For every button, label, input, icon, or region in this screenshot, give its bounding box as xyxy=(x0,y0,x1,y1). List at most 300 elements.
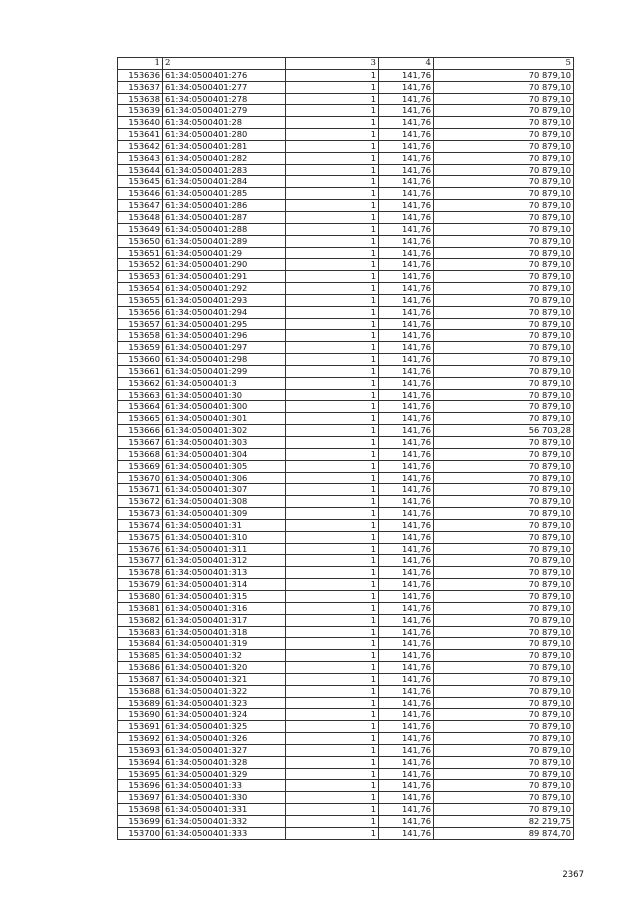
area-cell: 141,76 xyxy=(379,330,434,342)
table-row xyxy=(118,389,574,401)
cadastral-number-cell: 61:34:0500401:298 xyxy=(163,354,286,366)
table-row xyxy=(118,437,574,449)
value-cell: 70 879,10 xyxy=(434,567,574,579)
count-cell: 1 xyxy=(286,733,379,745)
cadastral-number-cell: 61:34:0500401:309 xyxy=(163,508,286,520)
count-cell: 1 xyxy=(286,662,379,674)
cadastral-number-cell: 61:34:0500401:328 xyxy=(163,756,286,768)
value-cell: 70 879,10 xyxy=(434,697,574,709)
row-id-cell: 153678 xyxy=(118,567,163,579)
count-cell: 1 xyxy=(286,401,379,413)
row-id-cell: 153660 xyxy=(118,354,163,366)
count-cell: 1 xyxy=(286,247,379,259)
value-cell: 56 703,28 xyxy=(434,425,574,437)
value-cell: 70 879,10 xyxy=(434,377,574,389)
row-id-cell: 153679 xyxy=(118,579,163,591)
table-row xyxy=(118,484,574,496)
table-row xyxy=(118,365,574,377)
count-cell: 1 xyxy=(286,744,379,756)
cadastral-number-cell: 61:34:0500401:292 xyxy=(163,283,286,295)
cadastral-number-cell: 61:34:0500401:326 xyxy=(163,733,286,745)
area-cell: 141,76 xyxy=(379,721,434,733)
area-cell: 141,76 xyxy=(379,780,434,792)
row-id-cell: 153659 xyxy=(118,342,163,354)
cadastral-number-cell: 61:34:0500401:318 xyxy=(163,626,286,638)
area-cell: 141,76 xyxy=(379,768,434,780)
cadastral-number-cell: 61:34:0500401:283 xyxy=(163,164,286,176)
cadastral-number-cell: 61:34:0500401:314 xyxy=(163,579,286,591)
cadastral-number-cell: 61:34:0500401:302 xyxy=(163,425,286,437)
area-cell: 141,76 xyxy=(379,638,434,650)
value-cell: 70 879,10 xyxy=(434,330,574,342)
area-cell: 141,76 xyxy=(379,259,434,271)
area-cell: 141,76 xyxy=(379,425,434,437)
table-row xyxy=(118,140,574,152)
value-cell: 70 879,10 xyxy=(434,401,574,413)
row-id-cell: 153636 xyxy=(118,69,163,81)
row-id-cell: 153649 xyxy=(118,223,163,235)
table-row xyxy=(118,662,574,674)
cadastral-number-cell: 61:34:0500401:325 xyxy=(163,721,286,733)
row-id-cell: 153661 xyxy=(118,365,163,377)
value-cell: 70 879,10 xyxy=(434,673,574,685)
value-cell: 70 879,10 xyxy=(434,211,574,223)
table-row xyxy=(118,804,574,816)
value-cell: 70 879,10 xyxy=(434,318,574,330)
row-id-cell: 153693 xyxy=(118,744,163,756)
row-id-cell: 153664 xyxy=(118,401,163,413)
count-cell: 1 xyxy=(286,673,379,685)
value-cell: 70 879,10 xyxy=(434,626,574,638)
table-row xyxy=(118,259,574,271)
count-cell: 1 xyxy=(286,283,379,295)
count-cell: 1 xyxy=(286,685,379,697)
cadastral-number-cell: 61:34:0500401:31 xyxy=(163,519,286,531)
cadastral-number-cell: 61:34:0500401:33 xyxy=(163,780,286,792)
table-row xyxy=(118,638,574,650)
value-cell: 70 879,10 xyxy=(434,223,574,235)
row-id-cell: 153685 xyxy=(118,650,163,662)
area-cell: 141,76 xyxy=(379,816,434,828)
area-cell: 141,76 xyxy=(379,519,434,531)
value-cell: 70 879,10 xyxy=(434,472,574,484)
column-header-1: 1 xyxy=(118,58,163,70)
value-cell: 70 879,10 xyxy=(434,579,574,591)
count-cell: 1 xyxy=(286,129,379,141)
count-cell: 1 xyxy=(286,638,379,650)
count-cell: 1 xyxy=(286,804,379,816)
value-cell: 70 879,10 xyxy=(434,804,574,816)
count-cell: 1 xyxy=(286,105,379,117)
value-cell: 70 879,10 xyxy=(434,460,574,472)
value-cell: 70 879,10 xyxy=(434,188,574,200)
count-cell: 1 xyxy=(286,413,379,425)
value-cell: 70 879,10 xyxy=(434,437,574,449)
value-cell: 70 879,10 xyxy=(434,117,574,129)
value-cell: 70 879,10 xyxy=(434,306,574,318)
cadastral-number-cell: 61:34:0500401:303 xyxy=(163,437,286,449)
row-id-cell: 153639 xyxy=(118,105,163,117)
value-cell: 70 879,10 xyxy=(434,283,574,295)
value-cell: 70 879,10 xyxy=(434,247,574,259)
count-cell: 1 xyxy=(286,152,379,164)
area-cell: 141,76 xyxy=(379,318,434,330)
area-cell: 141,76 xyxy=(379,81,434,93)
area-cell: 141,76 xyxy=(379,567,434,579)
count-cell: 1 xyxy=(286,354,379,366)
count-cell: 1 xyxy=(286,318,379,330)
area-cell: 141,76 xyxy=(379,685,434,697)
count-cell: 1 xyxy=(286,377,379,389)
row-id-cell: 153687 xyxy=(118,673,163,685)
area-cell: 141,76 xyxy=(379,543,434,555)
area-cell: 141,76 xyxy=(379,354,434,366)
count-cell: 1 xyxy=(286,330,379,342)
count-cell: 1 xyxy=(286,519,379,531)
value-cell: 70 879,10 xyxy=(434,756,574,768)
value-cell: 89 874,70 xyxy=(434,827,574,839)
area-cell: 141,76 xyxy=(379,508,434,520)
value-cell: 70 879,10 xyxy=(434,602,574,614)
table-row xyxy=(118,247,574,259)
cadastral-number-cell: 61:34:0500401:288 xyxy=(163,223,286,235)
table-row xyxy=(118,93,574,105)
table-row xyxy=(118,673,574,685)
table-row xyxy=(118,697,574,709)
value-cell: 70 879,10 xyxy=(434,614,574,626)
cadastral-number-cell: 61:34:0500401:306 xyxy=(163,472,286,484)
area-cell: 141,76 xyxy=(379,152,434,164)
count-cell: 1 xyxy=(286,69,379,81)
row-id-cell: 153666 xyxy=(118,425,163,437)
row-id-cell: 153648 xyxy=(118,211,163,223)
table-row xyxy=(118,531,574,543)
count-cell: 1 xyxy=(286,259,379,271)
value-cell: 70 879,10 xyxy=(434,271,574,283)
row-id-cell: 153656 xyxy=(118,306,163,318)
cadastral-number-cell: 61:34:0500401:330 xyxy=(163,792,286,804)
area-cell: 141,76 xyxy=(379,164,434,176)
row-id-cell: 153663 xyxy=(118,389,163,401)
cadastral-number-cell: 61:34:0500401:313 xyxy=(163,567,286,579)
cadastral-number-cell: 61:34:0500401:308 xyxy=(163,496,286,508)
area-cell: 141,76 xyxy=(379,437,434,449)
value-cell: 70 879,10 xyxy=(434,81,574,93)
row-id-cell: 153672 xyxy=(118,496,163,508)
count-cell: 1 xyxy=(286,176,379,188)
table-row xyxy=(118,448,574,460)
table-row xyxy=(118,602,574,614)
row-id-cell: 153665 xyxy=(118,413,163,425)
row-id-cell: 153682 xyxy=(118,614,163,626)
count-cell: 1 xyxy=(286,81,379,93)
area-cell: 141,76 xyxy=(379,579,434,591)
row-id-cell: 153655 xyxy=(118,294,163,306)
value-cell: 70 879,10 xyxy=(434,354,574,366)
row-id-cell: 153650 xyxy=(118,235,163,247)
cadastral-number-cell: 61:34:0500401:291 xyxy=(163,271,286,283)
cadastral-number-cell: 61:34:0500401:297 xyxy=(163,342,286,354)
count-cell: 1 xyxy=(286,365,379,377)
area-cell: 141,76 xyxy=(379,590,434,602)
area-cell: 141,76 xyxy=(379,69,434,81)
count-cell: 1 xyxy=(286,756,379,768)
table-row xyxy=(118,81,574,93)
count-cell: 1 xyxy=(286,188,379,200)
row-id-cell: 153667 xyxy=(118,437,163,449)
page-number: 2367 xyxy=(562,870,584,880)
count-cell: 1 xyxy=(286,235,379,247)
count-cell: 1 xyxy=(286,200,379,212)
area-cell: 141,76 xyxy=(379,460,434,472)
area-cell: 141,76 xyxy=(379,235,434,247)
value-cell: 70 879,10 xyxy=(434,152,574,164)
cadastral-number-cell: 61:34:0500401:321 xyxy=(163,673,286,685)
cadastral-number-cell: 61:34:0500401:324 xyxy=(163,709,286,721)
value-cell: 70 879,10 xyxy=(434,733,574,745)
area-cell: 141,76 xyxy=(379,389,434,401)
cadastral-number-cell: 61:34:0500401:316 xyxy=(163,602,286,614)
value-cell: 70 879,10 xyxy=(434,176,574,188)
cadastral-number-cell: 61:34:0500401:300 xyxy=(163,401,286,413)
cadastral-number-cell: 61:34:0500401:280 xyxy=(163,129,286,141)
area-cell: 141,76 xyxy=(379,93,434,105)
table-row xyxy=(118,69,574,81)
area-cell: 141,76 xyxy=(379,306,434,318)
row-id-cell: 153697 xyxy=(118,792,163,804)
value-cell: 70 879,10 xyxy=(434,721,574,733)
column-header-2: 2 xyxy=(163,58,286,70)
value-cell: 70 879,10 xyxy=(434,200,574,212)
table-row xyxy=(118,768,574,780)
row-id-cell: 153669 xyxy=(118,460,163,472)
area-cell: 141,76 xyxy=(379,271,434,283)
value-cell: 70 879,10 xyxy=(434,164,574,176)
value-cell: 70 879,10 xyxy=(434,543,574,555)
cadastral-number-cell: 61:34:0500401:293 xyxy=(163,294,286,306)
table-row xyxy=(118,614,574,626)
count-cell: 1 xyxy=(286,543,379,555)
area-cell: 141,76 xyxy=(379,792,434,804)
area-cell: 141,76 xyxy=(379,827,434,839)
table-row xyxy=(118,164,574,176)
count-cell: 1 xyxy=(286,709,379,721)
value-cell: 70 879,10 xyxy=(434,496,574,508)
value-cell: 70 879,10 xyxy=(434,780,574,792)
table-row xyxy=(118,816,574,828)
area-cell: 141,76 xyxy=(379,401,434,413)
row-id-cell: 153643 xyxy=(118,152,163,164)
row-id-cell: 153694 xyxy=(118,756,163,768)
row-id-cell: 153676 xyxy=(118,543,163,555)
table-row xyxy=(118,223,574,235)
row-id-cell: 153698 xyxy=(118,804,163,816)
cadastral-number-cell: 61:34:0500401:333 xyxy=(163,827,286,839)
table-row xyxy=(118,792,574,804)
table-row xyxy=(118,117,574,129)
row-id-cell: 153695 xyxy=(118,768,163,780)
header-row xyxy=(118,58,574,70)
value-cell: 70 879,10 xyxy=(434,389,574,401)
row-id-cell: 153646 xyxy=(118,188,163,200)
value-cell: 70 879,10 xyxy=(434,93,574,105)
count-cell: 1 xyxy=(286,484,379,496)
value-cell: 70 879,10 xyxy=(434,69,574,81)
table-row xyxy=(118,306,574,318)
value-cell: 70 879,10 xyxy=(434,519,574,531)
count-cell: 1 xyxy=(286,555,379,567)
count-cell: 1 xyxy=(286,211,379,223)
row-id-cell: 153691 xyxy=(118,721,163,733)
table-row xyxy=(118,756,574,768)
area-cell: 141,76 xyxy=(379,555,434,567)
value-cell: 70 879,10 xyxy=(434,555,574,567)
value-cell: 70 879,10 xyxy=(434,638,574,650)
table-row xyxy=(118,519,574,531)
value-cell: 70 879,10 xyxy=(434,650,574,662)
area-cell: 141,76 xyxy=(379,377,434,389)
value-cell: 70 879,10 xyxy=(434,709,574,721)
cadastral-number-cell: 61:34:0500401:323 xyxy=(163,697,286,709)
row-id-cell: 153699 xyxy=(118,816,163,828)
table-row xyxy=(118,129,574,141)
area-cell: 141,76 xyxy=(379,188,434,200)
cadastral-number-cell: 61:34:0500401:284 xyxy=(163,176,286,188)
cadastral-number-cell: 61:34:0500401:332 xyxy=(163,816,286,828)
table-body xyxy=(118,69,574,839)
area-cell: 141,76 xyxy=(379,294,434,306)
cadastral-number-cell: 61:34:0500401:285 xyxy=(163,188,286,200)
value-cell: 70 879,10 xyxy=(434,342,574,354)
table-row xyxy=(118,626,574,638)
row-id-cell: 153671 xyxy=(118,484,163,496)
cadastral-number-cell: 61:34:0500401:329 xyxy=(163,768,286,780)
cadastral-number-cell: 61:34:0500401:319 xyxy=(163,638,286,650)
row-id-cell: 153686 xyxy=(118,662,163,674)
value-cell: 70 879,10 xyxy=(434,259,574,271)
value-cell: 70 879,10 xyxy=(434,685,574,697)
count-cell: 1 xyxy=(286,306,379,318)
cadastral-number-cell: 61:34:0500401:299 xyxy=(163,365,286,377)
table-row xyxy=(118,342,574,354)
table-row xyxy=(118,780,574,792)
area-cell: 141,76 xyxy=(379,140,434,152)
cadastral-number-cell: 61:34:0500401:296 xyxy=(163,330,286,342)
table-row xyxy=(118,827,574,839)
count-cell: 1 xyxy=(286,626,379,638)
count-cell: 1 xyxy=(286,531,379,543)
row-id-cell: 153645 xyxy=(118,176,163,188)
table-row xyxy=(118,590,574,602)
count-cell: 1 xyxy=(286,602,379,614)
value-cell: 70 879,10 xyxy=(434,235,574,247)
table-row xyxy=(118,579,574,591)
column-header-5: 5 xyxy=(434,58,574,70)
count-cell: 1 xyxy=(286,93,379,105)
count-cell: 1 xyxy=(286,117,379,129)
cadastral-number-cell: 61:34:0500401:282 xyxy=(163,152,286,164)
table-row xyxy=(118,211,574,223)
row-id-cell: 153675 xyxy=(118,531,163,543)
table-row xyxy=(118,496,574,508)
count-cell: 1 xyxy=(286,342,379,354)
area-cell: 141,76 xyxy=(379,365,434,377)
table-row xyxy=(118,354,574,366)
count-cell: 1 xyxy=(286,294,379,306)
table-row xyxy=(118,318,574,330)
count-cell: 1 xyxy=(286,768,379,780)
count-cell: 1 xyxy=(286,223,379,235)
area-cell: 141,76 xyxy=(379,673,434,685)
row-id-cell: 153690 xyxy=(118,709,163,721)
row-id-cell: 153673 xyxy=(118,508,163,520)
row-id-cell: 153658 xyxy=(118,330,163,342)
count-cell: 1 xyxy=(286,448,379,460)
column-header-4: 4 xyxy=(379,58,434,70)
row-id-cell: 153674 xyxy=(118,519,163,531)
cadastral-number-cell: 61:34:0500401:322 xyxy=(163,685,286,697)
cadastral-number-cell: 61:34:0500401:29 xyxy=(163,247,286,259)
table-row xyxy=(118,377,574,389)
data-table xyxy=(117,57,574,840)
cadastral-number-cell: 61:34:0500401:277 xyxy=(163,81,286,93)
row-id-cell: 153653 xyxy=(118,271,163,283)
cadastral-number-cell: 61:34:0500401:312 xyxy=(163,555,286,567)
table-row xyxy=(118,555,574,567)
table-row xyxy=(118,721,574,733)
area-cell: 141,76 xyxy=(379,756,434,768)
area-cell: 141,76 xyxy=(379,413,434,425)
table-row xyxy=(118,401,574,413)
area-cell: 141,76 xyxy=(379,697,434,709)
row-id-cell: 153689 xyxy=(118,697,163,709)
cadastral-number-cell: 61:34:0500401:286 xyxy=(163,200,286,212)
count-cell: 1 xyxy=(286,721,379,733)
cadastral-number-cell: 61:34:0500401:331 xyxy=(163,804,286,816)
area-cell: 141,76 xyxy=(379,626,434,638)
cadastral-number-cell: 61:34:0500401:317 xyxy=(163,614,286,626)
value-cell: 70 879,10 xyxy=(434,140,574,152)
cadastral-number-cell: 61:34:0500401:301 xyxy=(163,413,286,425)
table-row xyxy=(118,567,574,579)
table-row xyxy=(118,413,574,425)
area-cell: 141,76 xyxy=(379,484,434,496)
area-cell: 141,76 xyxy=(379,614,434,626)
row-id-cell: 153684 xyxy=(118,638,163,650)
area-cell: 141,76 xyxy=(379,804,434,816)
area-cell: 141,76 xyxy=(379,531,434,543)
cadastral-number-cell: 61:34:0500401:311 xyxy=(163,543,286,555)
table-row xyxy=(118,271,574,283)
row-id-cell: 153654 xyxy=(118,283,163,295)
row-id-cell: 153647 xyxy=(118,200,163,212)
row-id-cell: 153644 xyxy=(118,164,163,176)
value-cell: 70 879,10 xyxy=(434,413,574,425)
value-cell: 70 879,10 xyxy=(434,744,574,756)
count-cell: 1 xyxy=(286,579,379,591)
count-cell: 1 xyxy=(286,827,379,839)
row-id-cell: 153662 xyxy=(118,377,163,389)
value-cell: 70 879,10 xyxy=(434,484,574,496)
area-cell: 141,76 xyxy=(379,496,434,508)
count-cell: 1 xyxy=(286,697,379,709)
cadastral-number-cell: 61:34:0500401:315 xyxy=(163,590,286,602)
count-cell: 1 xyxy=(286,508,379,520)
area-cell: 141,76 xyxy=(379,602,434,614)
area-cell: 141,76 xyxy=(379,662,434,674)
table-row xyxy=(118,685,574,697)
value-cell: 70 879,10 xyxy=(434,365,574,377)
